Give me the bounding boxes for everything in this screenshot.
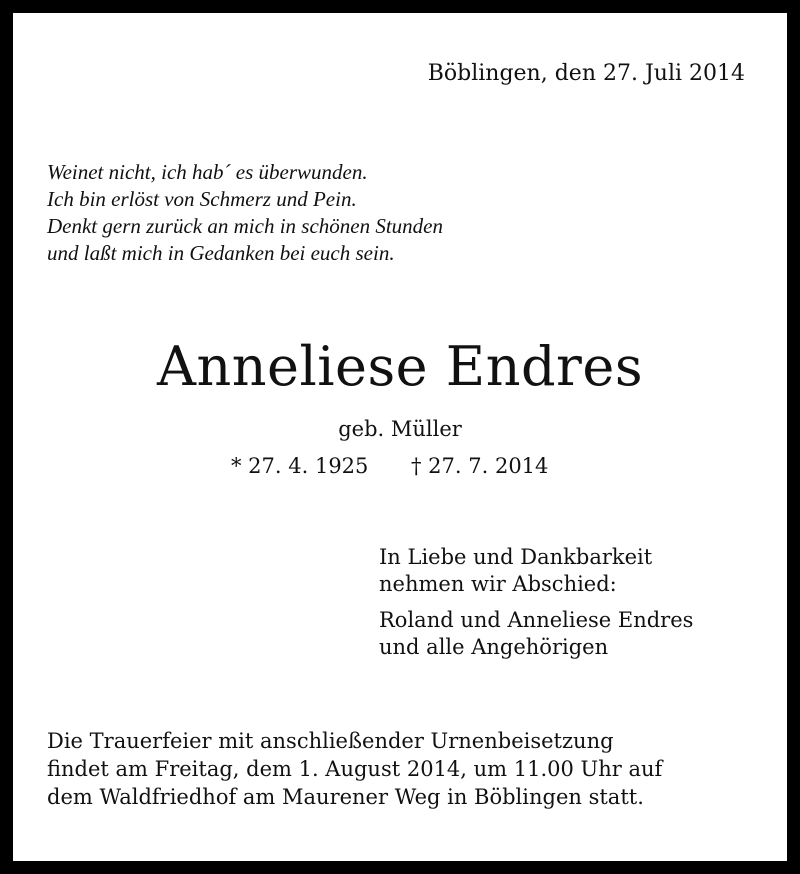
service-line: Die Trauerfeier mit anschließender Urnenbeisetzung — [47, 729, 614, 753]
obituary-notice — [13, 13, 787, 861]
service-line: findet am Freitag, dem 1. August 2014, um 11.00 Uhr auf — [47, 757, 663, 781]
poem-line: Ich bin erlöst von Schmerz und Pein. — [47, 187, 357, 211]
farewell-line: In Liebe und Dankbarkeit — [379, 545, 653, 569]
poem-line: Denkt gern zurück an mich in schönen Stunden — [47, 214, 443, 238]
place-date: Böblingen, den 27. Juli 2014 — [427, 61, 745, 86]
farewell-text — [379, 544, 652, 598]
life-dates — [231, 454, 549, 478]
birth-date: * 27. 4. 1925 — [231, 454, 369, 478]
poem — [47, 159, 443, 267]
family-names — [379, 607, 693, 661]
family-line: und alle Angehörigen — [379, 635, 609, 659]
poem-line: Weinet nicht, ich hab´ es überwunden. — [47, 160, 368, 184]
death-date: † 27. 7. 2014 — [411, 454, 549, 478]
maiden-name: geb. Müller — [338, 417, 462, 441]
service-line: dem Waldfriedhof am Maurener Weg in Böblingen statt. — [47, 785, 644, 809]
farewell-line: nehmen wir Abschied: — [379, 572, 617, 596]
family-line: Roland und Anneliese Endres — [379, 608, 694, 632]
service-info — [47, 727, 662, 811]
poem-line: und laßt mich in Gedanken bei euch sein. — [47, 241, 395, 265]
deceased-name: Anneliese Endres — [156, 335, 644, 398]
